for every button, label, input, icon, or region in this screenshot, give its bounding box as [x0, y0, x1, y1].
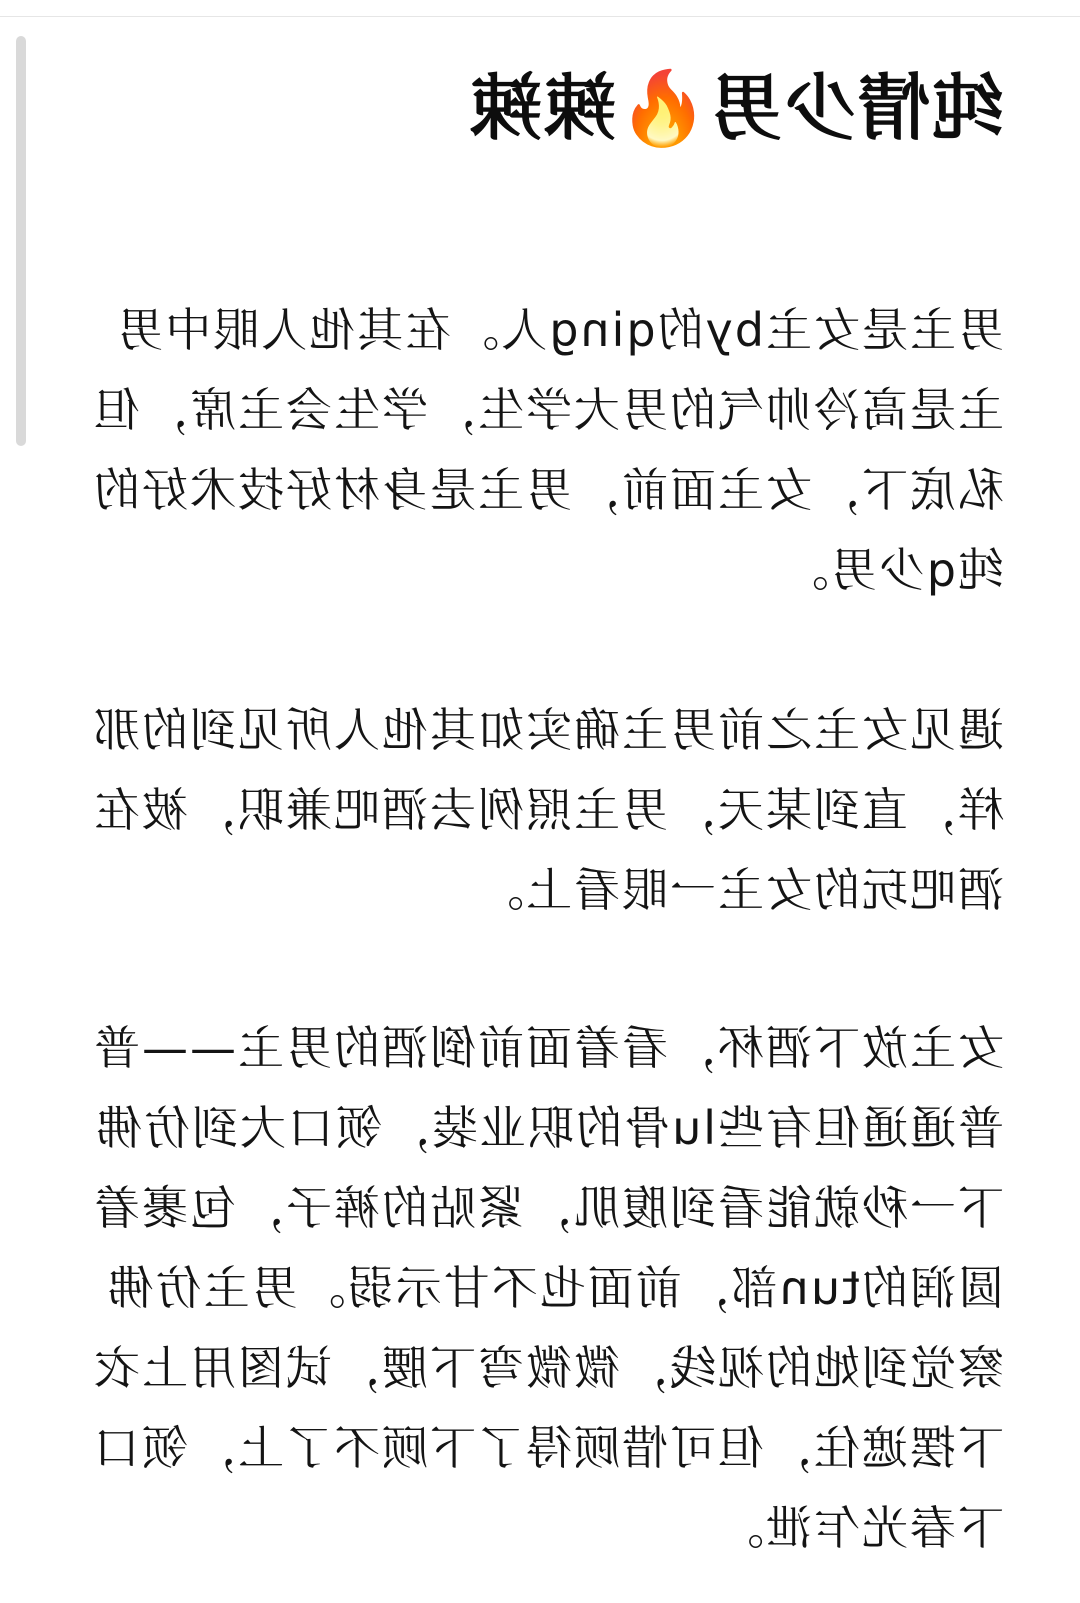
article-paragraph-1: 男主是女主by的qing人。在其他人眼中男主是高冷帅气的男大学生，学生会主席，但私底下，女主面前，男主是身材好技术好的纯q少男。	[92, 303, 1004, 597]
article-title: 纯情少男🔥辣辣	[468, 66, 1004, 150]
article-paragraph-2: 遇见女主之前男主确实如其他人所见到的那样，直到某天，男主照例去酒吧兼职，被在酒吧玩的女主一眼看上。	[92, 703, 1004, 917]
article-paragraph-3: 女主放下酒杯，看着面前倒酒的男主——普普通通但有些lu骨的职业装，领口大到仿佛下一秒就能看到腹肌，紧贴的裤子，包裹着圆润的tun部，前面也不甘示弱。男主仿佛察觉到她的视线，微微弯下腰，试图用上衣下摆遮住，但可惜顾得了下顾不了上，领口下春光乍泄。	[92, 1021, 1004, 1555]
